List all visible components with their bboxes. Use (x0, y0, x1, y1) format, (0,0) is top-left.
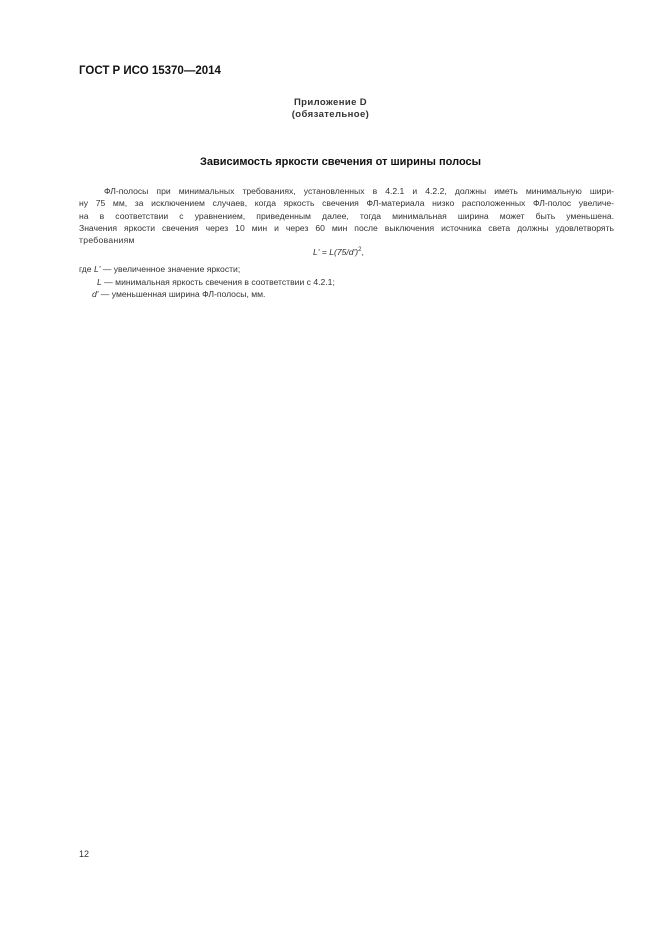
paragraph-line-4: Значения яркости свечения через 10 мин и через 60 мин после выключения источника света должны удовлетворять (79, 223, 614, 233)
luminance-formula (313, 247, 364, 257)
definition-symbol: L (97, 277, 102, 287)
definition-symbol: L' (93, 264, 101, 274)
paragraph-line-5: требованиям (79, 235, 135, 245)
paragraph-line-3: на в соответствии с уравнением, приведенным далее, тогда минимальная ширина может быть уменьшена. (79, 211, 614, 221)
document-header-standard-id: ГОСТ Р ИСО 15370—2014 (79, 65, 221, 77)
formula-trail: , (361, 247, 364, 257)
definition-dash: — (101, 277, 116, 287)
definition-dash: — (100, 264, 114, 274)
definition-item (92, 289, 265, 299)
definition-text: увеличенное значение яркости; (113, 264, 241, 274)
definition-text: уменьшенная ширина ФЛ-полосы, мм. (111, 289, 266, 299)
formula-expression: L' = L(75/d') (313, 247, 359, 257)
definition-symbol: d' (92, 289, 99, 299)
definition-dash: — (98, 289, 112, 299)
page-number: 12 (79, 849, 90, 859)
appendix-label: Приложение D (293, 97, 368, 108)
definition-item (97, 277, 335, 287)
formula-exponent: 2 (358, 247, 362, 254)
paragraph-line-1: ФЛ-полосы при минимальных требованиях, установленных в 4.2.1 и 4.2.2, должны иметь минимальную шири- (104, 186, 614, 196)
definition-text: минимальная яркость свечения в соответствии с 4.2.1; (115, 277, 335, 287)
definition-prefix: где (79, 264, 94, 274)
appendix-status: (обязательное) (291, 109, 370, 120)
section-title: Зависимость яркости свечения от ширины полосы (199, 156, 482, 168)
definition-item (79, 264, 240, 274)
paragraph-line-2: ну 75 мм, за исключением случаев, когда яркость свечения ФЛ-материала низко расположенных ФЛ-полос увеличе- (79, 198, 614, 208)
